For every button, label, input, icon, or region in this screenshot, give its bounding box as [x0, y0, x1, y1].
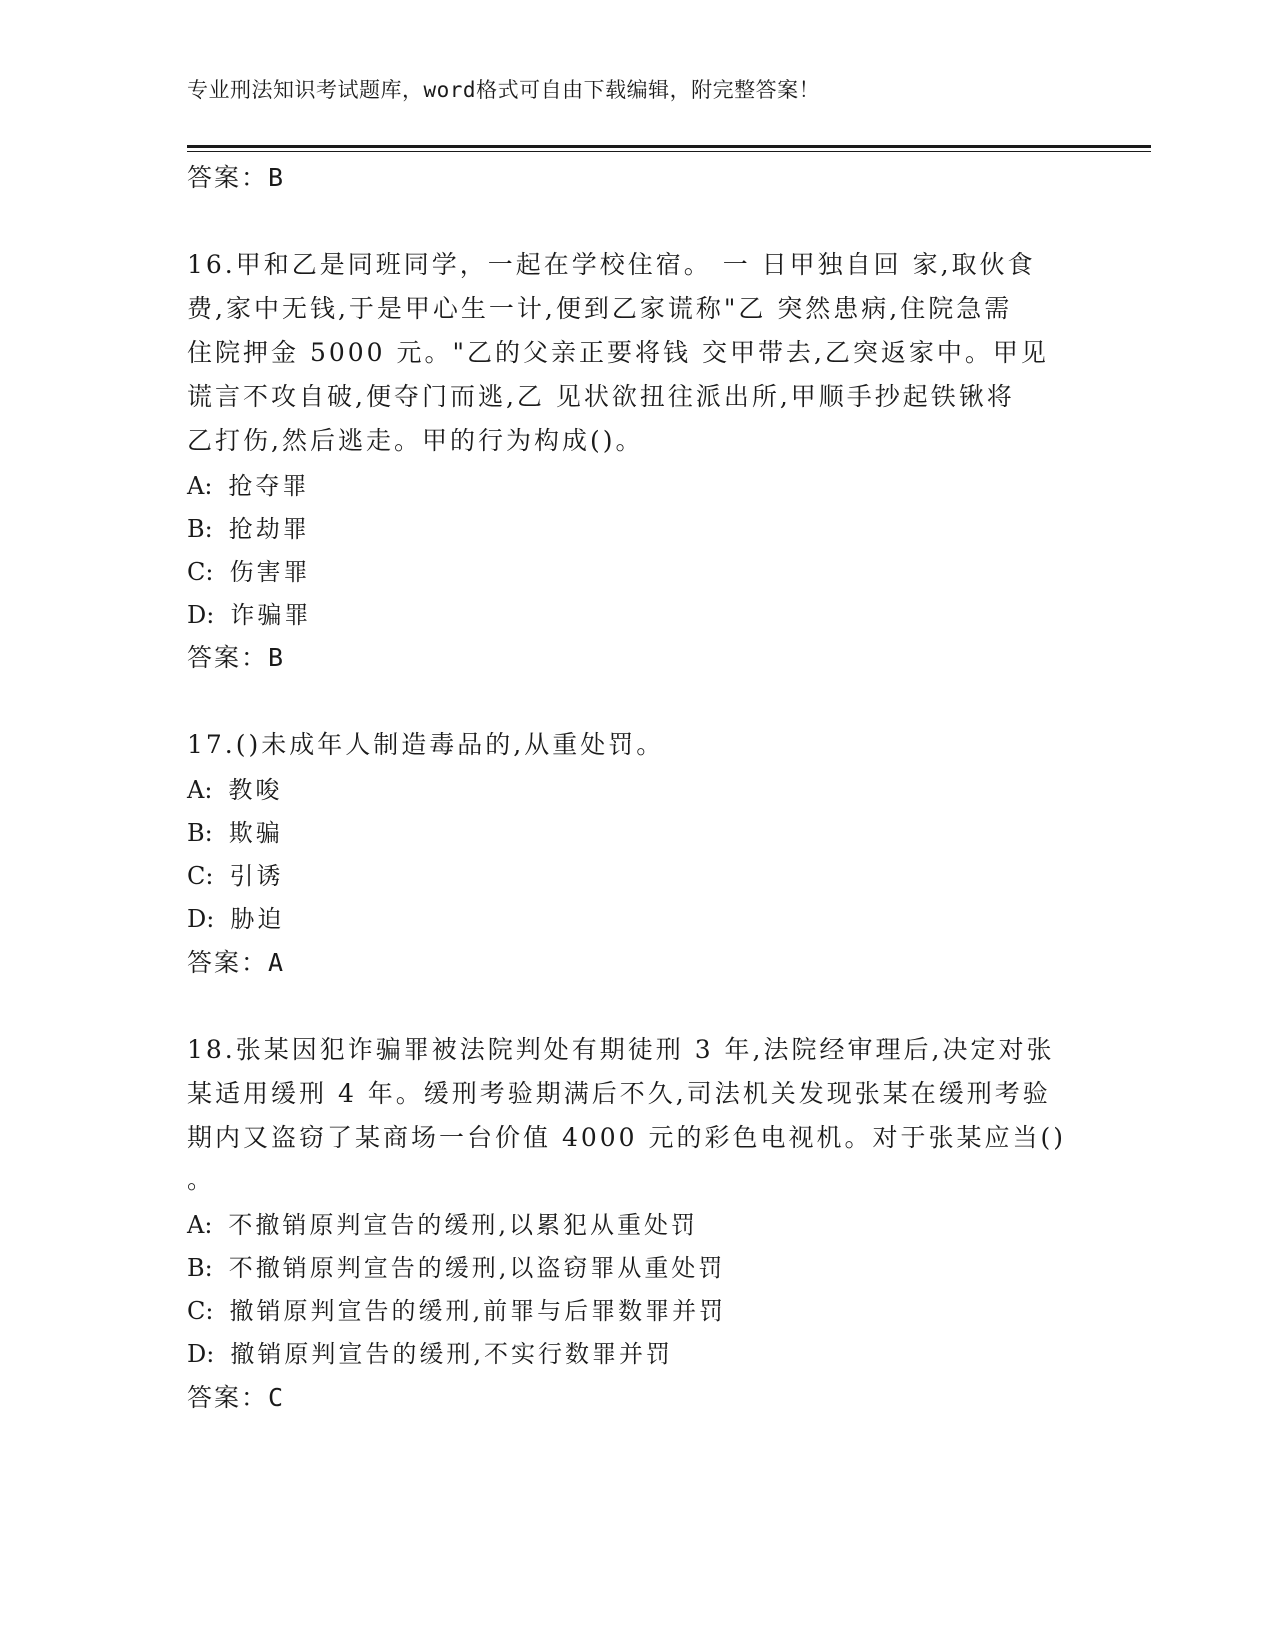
option-key: C:: [187, 862, 214, 890]
option-a: [187, 1205, 698, 1240]
option-key: B:: [187, 1254, 213, 1282]
question-line: 乙打伤,然后逃走。甲的行为构成()。: [187, 426, 644, 455]
question-line: 18.张某因犯诈骗罪被法院判处有期徒刑 3 年,法院经审理后,决定对张: [187, 1035, 1055, 1064]
option-text: 不撤销原判宣告的缓刑,以盗窃罪从重处罚: [228, 1254, 726, 1282]
question-line: 住院押金 5000 元。"乙的父亲正要将钱 交甲带去,乙突返家中。甲见: [187, 338, 1049, 367]
option-d: [187, 1334, 673, 1369]
option-text: 抢夺罪: [228, 472, 310, 500]
option-b: [187, 1248, 725, 1283]
option-key: D:: [187, 601, 215, 629]
option-key: D:: [187, 1340, 215, 1368]
option-b: [187, 509, 310, 544]
page-header: 专业刑法知识考试题库，word格式可自由下载编辑，附完整答案！: [187, 78, 821, 102]
question-line: 。: [187, 1165, 216, 1194]
option-key: A:: [187, 1211, 213, 1239]
option-text: 教唆: [228, 776, 283, 804]
option-key: A:: [187, 776, 213, 804]
option-text: 诈骗罪: [230, 601, 312, 629]
option-text: 抢劫罪: [228, 515, 310, 543]
answer-18: 答案：C: [187, 1383, 286, 1412]
option-text: 欺骗: [228, 819, 283, 847]
option-text: 不撤销原判宣告的缓刑,以累犯从重处罚: [228, 1211, 699, 1239]
header-rule-thick: [187, 145, 1151, 148]
option-d: [187, 595, 311, 630]
option-c: [187, 552, 310, 587]
option-a: [187, 466, 309, 501]
option-b: [187, 813, 283, 848]
option-text: 引诱: [229, 862, 284, 890]
question-line: 17.()未成年人制造毒品的,从重处罚。: [187, 730, 665, 759]
option-text: 撤销原判宣告的缓刑,不实行数罪并罚: [230, 1340, 673, 1368]
option-a: [187, 770, 282, 805]
question-line: 费,家中无钱,于是甲心生一计,便到乙家谎称"乙 突然患病,住院急需: [187, 294, 1013, 323]
question-line: 16.甲和乙是同班同学，一起在学校住宿。 一 日甲独自回 家,取伙食: [187, 250, 1036, 279]
answer-17: 答案：A: [187, 948, 286, 977]
option-text: 撤销原判宣告的缓刑,前罪与后罪数罪并罚: [229, 1297, 727, 1325]
option-key: A:: [187, 472, 213, 500]
question-line: 谎言不攻自破,便夺门而逃,乙 见状欲扭往派出所,甲顺手抄起铁锹将: [187, 382, 1015, 411]
question-line: 某适用缓刑 4 年。缓刑考验期满后不久,司法机关发现张某在缓刑考验: [187, 1079, 1051, 1108]
option-key: C:: [187, 1297, 214, 1325]
option-key: D:: [187, 905, 215, 933]
option-d: [187, 899, 284, 934]
header-rule-thin: [187, 151, 1151, 152]
option-text: 胁迫: [230, 905, 285, 933]
answer-15: 答案：B: [187, 163, 286, 192]
answer-16: 答案：B: [187, 643, 286, 672]
option-key: C:: [187, 558, 214, 586]
option-key: B:: [187, 819, 213, 847]
option-key: B:: [187, 515, 213, 543]
question-line: 期内又盗窃了某商场一台价值 4000 元的彩色电视机。对于张某应当(): [187, 1123, 1067, 1152]
option-c: [187, 1291, 726, 1326]
option-text: 伤害罪: [229, 558, 311, 586]
option-c: [187, 856, 283, 891]
